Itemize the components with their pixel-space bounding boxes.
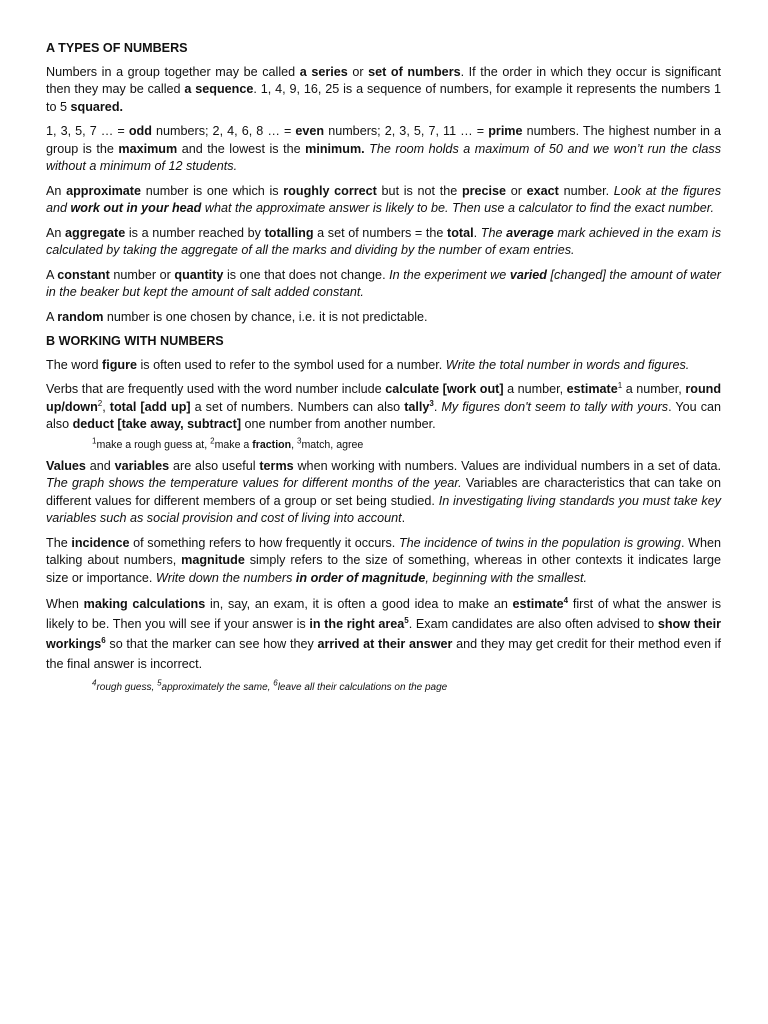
text-run: leave all their calculations on the page bbox=[277, 682, 448, 693]
text-run: Write down the numbers bbox=[155, 570, 296, 585]
text-run: Verbs that are frequently used with the word number include bbox=[46, 382, 386, 396]
text-run: . Exam candidates are also often advised to bbox=[408, 617, 658, 631]
footnote-marker: 5 bbox=[157, 678, 162, 688]
footnote-marker: 4 bbox=[92, 678, 97, 688]
text-run: numbers. The highest number in a group is the bbox=[46, 124, 721, 156]
text-run: incidence bbox=[71, 535, 130, 550]
text-run: work out in your head bbox=[70, 201, 202, 215]
text-run: An bbox=[46, 225, 66, 240]
text-run: total [add up] bbox=[109, 399, 191, 414]
text-run: number is one which is bbox=[141, 183, 284, 198]
text-run: mark achieved in the exam is calculated by taking the aggregate of all the marks and dividing by the number of exam entries. bbox=[46, 225, 722, 257]
text-run: a sequence bbox=[184, 82, 254, 96]
text-run: set of numbers bbox=[368, 64, 461, 79]
text-run: 1, 3, 5, 7 … = bbox=[46, 124, 129, 138]
footnote-1 bbox=[92, 435, 721, 452]
text-run: make a rough guess at, bbox=[96, 438, 211, 451]
text-run: The room holds a maximum of 50 and we won’t run the class without a minimum of 12 students. bbox=[46, 141, 721, 173]
section-a-paragraph-1 bbox=[46, 64, 721, 117]
section-a-paragraph-5 bbox=[46, 267, 721, 302]
text-run: but is not the bbox=[376, 183, 462, 198]
text-run: . If the order in which they occur is significant then they may be called bbox=[46, 64, 721, 96]
text-run: , beginning with the smallest. bbox=[425, 570, 588, 585]
section-a-paragraph-6 bbox=[46, 309, 721, 327]
text-run: in, say, an exam, it is often a good idea to make an bbox=[205, 597, 513, 611]
text-run: in order of magnitude bbox=[295, 570, 426, 585]
text-run: . bbox=[433, 399, 442, 414]
text-run: of something refers to how frequently it occurs. bbox=[129, 535, 399, 550]
text-run: are also useful bbox=[169, 458, 260, 473]
text-run: When bbox=[46, 597, 84, 611]
text-run: so that the marker can see how they bbox=[105, 637, 318, 651]
text-run: and the lowest is the bbox=[177, 141, 306, 156]
text-run: Write the total number in words and figures. bbox=[445, 357, 690, 372]
text-run: a set of numbers. Numbers can also bbox=[190, 399, 405, 414]
text-run: The graph shows the temperature values for different months of the year. bbox=[46, 476, 462, 490]
text-run: The word bbox=[46, 357, 102, 372]
section-a-heading: A TYPES OF NUMBERS bbox=[46, 41, 188, 55]
text-run: a set of numbers = the bbox=[313, 225, 448, 240]
text-run: random bbox=[57, 309, 104, 324]
text-run: simply refers to the size of something, whereas in other contexts it indicates large size or importance. bbox=[46, 553, 721, 585]
text-run: number is one chosen by chance, i.e. it is not predictable. bbox=[103, 309, 428, 324]
text-run: A bbox=[46, 267, 58, 282]
text-run: when working with numbers. Values are individual numbers in a set of data. bbox=[293, 458, 721, 473]
text-run: approximate bbox=[66, 183, 141, 198]
text-run: is one that does not change. bbox=[223, 267, 390, 282]
text-run: deduct [take away, subtract] bbox=[72, 417, 242, 431]
footnote-marker: 3 bbox=[429, 398, 434, 408]
text-run: Look at the figures and bbox=[46, 183, 721, 215]
text-run: average bbox=[506, 225, 554, 240]
text-run: first of what the answer is likely to be. Then you will see if your answer is bbox=[46, 597, 721, 631]
text-run: maximum bbox=[118, 141, 178, 156]
text-run: , bbox=[291, 438, 297, 451]
footnote-marker: 2 bbox=[97, 398, 103, 408]
text-run: a number, bbox=[622, 382, 686, 396]
text-run: squared. bbox=[70, 99, 124, 114]
text-run: , bbox=[102, 399, 110, 414]
text-run: numbers; 2, 4, 6, 8 … = bbox=[151, 124, 296, 138]
section-a-paragraph-3 bbox=[46, 183, 721, 218]
text-run: . bbox=[401, 511, 406, 525]
footnote-2 bbox=[92, 678, 721, 695]
text-run: An bbox=[46, 183, 67, 198]
text-run: or bbox=[506, 183, 527, 198]
text-run: prime bbox=[488, 124, 523, 138]
text-run: estimate bbox=[566, 382, 618, 396]
text-run: figure bbox=[102, 357, 137, 372]
text-run: a series bbox=[299, 64, 348, 79]
text-run: . When talking about numbers, bbox=[46, 535, 721, 567]
text-run: exact bbox=[526, 183, 559, 198]
text-run: Values bbox=[46, 458, 86, 473]
text-run: make a bbox=[214, 438, 253, 451]
text-run: fraction bbox=[252, 438, 292, 451]
text-run: match, agree bbox=[301, 438, 364, 451]
text-run: A bbox=[46, 309, 58, 324]
text-run: constant bbox=[57, 267, 110, 282]
section-b-paragraph-1 bbox=[46, 357, 721, 375]
section-a-paragraph-2 bbox=[46, 123, 721, 176]
text-run: magnitude bbox=[181, 553, 245, 567]
text-run: even bbox=[295, 124, 325, 138]
section-b-paragraph-5 bbox=[46, 594, 721, 674]
text-run: number. bbox=[558, 183, 614, 198]
text-run: Variables are characteristics that can take on different values for different members of a group or set being studied. bbox=[46, 476, 721, 508]
text-run: and bbox=[85, 458, 115, 473]
text-run: show their workings bbox=[46, 617, 721, 651]
text-run: one number from another number. bbox=[241, 417, 436, 431]
text-run: odd bbox=[128, 124, 152, 138]
text-run: The incidence of twins in the population is growing bbox=[398, 535, 681, 550]
text-run: arrived at their answer bbox=[317, 637, 453, 651]
text-run: totalling bbox=[264, 225, 314, 240]
text-run: is a number reached by bbox=[125, 225, 265, 240]
text-run: In the experiment we bbox=[389, 267, 510, 282]
text-run: variables bbox=[114, 458, 170, 473]
section-b-paragraph-3 bbox=[46, 458, 721, 528]
text-run: approximately the same, bbox=[161, 682, 274, 693]
text-run: calculate [work out] bbox=[385, 382, 504, 396]
text-run: precise bbox=[461, 183, 507, 198]
footnote-marker: 5 bbox=[404, 615, 409, 625]
footnote-marker: 1 bbox=[92, 435, 97, 445]
section-b-paragraph-4 bbox=[46, 535, 721, 588]
text-run: and they may get credit for their method even if the final answer is incorrect. bbox=[46, 637, 721, 671]
text-run: total bbox=[447, 225, 474, 240]
footnote-marker: 2 bbox=[210, 435, 215, 445]
section-b-heading: B WORKING WITH NUMBERS bbox=[46, 334, 224, 348]
text-run: . 1, 4, 9, 16, 25 is a sequence of numbers, for example it represents the numbers 1 to 5 bbox=[46, 82, 722, 114]
text-run: rough guess, bbox=[96, 682, 158, 693]
section-a-paragraph-4 bbox=[46, 225, 721, 260]
text-run: In investigating living standards you must take key variables such as social provision and cost of living into account bbox=[46, 493, 722, 525]
text-run: round up/down bbox=[46, 382, 722, 414]
text-run: Numbers in a group together may be called bbox=[46, 64, 300, 79]
section-b-paragraph-2 bbox=[46, 381, 721, 434]
footnote-marker: 4 bbox=[563, 595, 569, 605]
text-run: quantity bbox=[174, 267, 224, 282]
text-run: is often used to refer to the symbol used for a number. bbox=[136, 357, 446, 372]
text-run: estimate bbox=[512, 597, 564, 611]
text-run: numbers; 2, 3, 5, 7, 11 … = bbox=[324, 124, 489, 138]
text-run: varied bbox=[509, 267, 547, 282]
text-run: what the approximate answer is likely to be. Then use a calculator to find the exact number. bbox=[201, 201, 715, 215]
text-run: or bbox=[347, 64, 369, 79]
text-run: making calculations bbox=[83, 597, 206, 611]
text-run: . You can also bbox=[46, 399, 722, 431]
text-run: terms bbox=[259, 458, 294, 473]
footnote-marker: 6 bbox=[101, 635, 106, 645]
text-run: in the right area bbox=[309, 617, 405, 631]
footnote-marker: 3 bbox=[297, 435, 302, 445]
footnote-marker: 1 bbox=[617, 380, 623, 390]
text-run: roughly correct bbox=[283, 183, 377, 198]
text-run: The bbox=[480, 225, 507, 240]
text-run: tally bbox=[404, 399, 430, 414]
text-run: . bbox=[473, 225, 481, 240]
text-run: a number, bbox=[503, 382, 567, 396]
text-run: [changed] the amount of water in the beaker but kept the amount of salt added constant. bbox=[46, 267, 721, 299]
text-run: number or bbox=[109, 267, 175, 282]
text-run: The bbox=[46, 535, 72, 550]
footnote-marker: 6 bbox=[273, 678, 278, 688]
text-run: minimum. bbox=[305, 141, 365, 156]
text-run: aggregate bbox=[65, 225, 126, 240]
text-run: My figures don't seem to tally with yours bbox=[441, 399, 669, 414]
